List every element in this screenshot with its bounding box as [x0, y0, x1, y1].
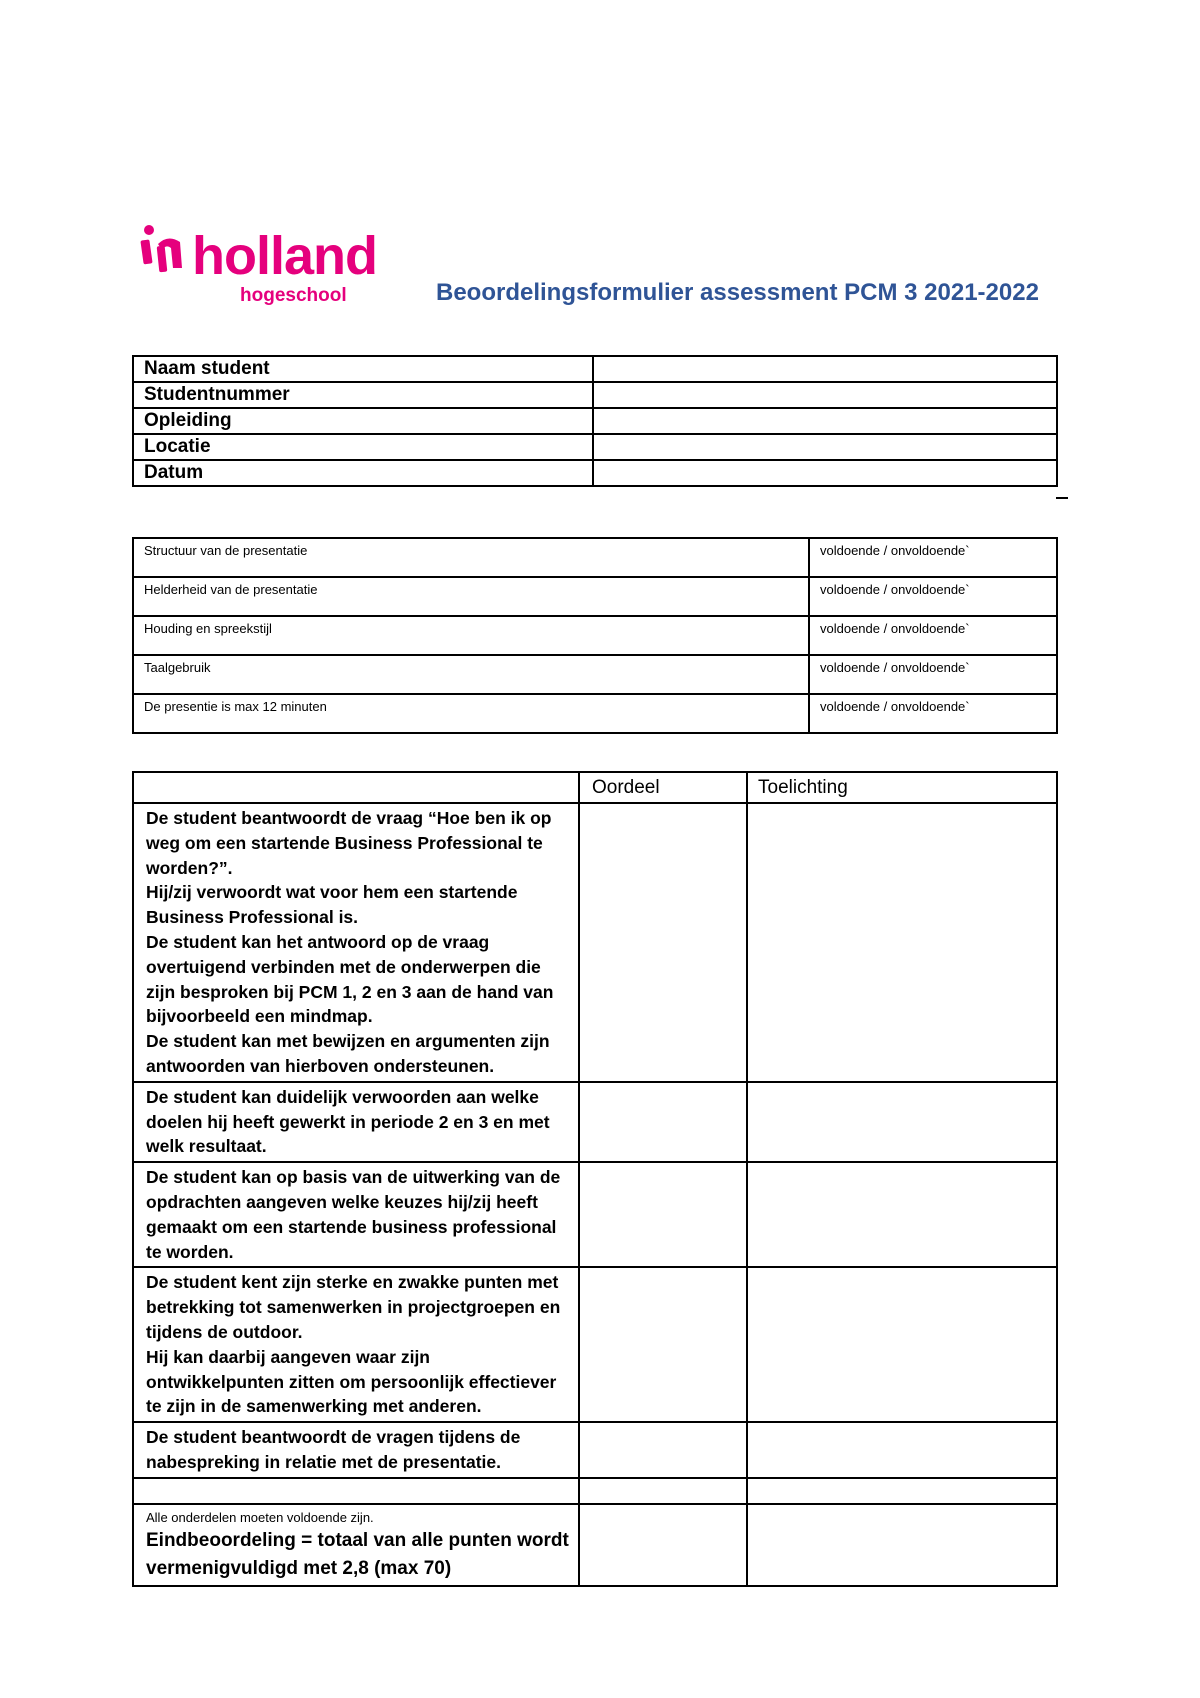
presentation-criteria-table: [132, 537, 1058, 734]
assessment-blank-row: [133, 1478, 1057, 1504]
final-oordeel-cell[interactable]: [579, 1504, 747, 1586]
student-info-row: [133, 408, 1057, 434]
assessment-criterion: [133, 1162, 579, 1267]
criterion-label: De presentie is max 12 minuten: [133, 694, 809, 733]
header-oordeel: Oordeel: [579, 772, 747, 803]
final-note: Alle onderdelen moeten voldoende zijn.: [146, 1509, 374, 1525]
assessment-row: [133, 1162, 1057, 1267]
criterion-label: Structuur van de presentatie: [133, 538, 809, 577]
toelichting-cell[interactable]: [747, 1267, 1057, 1422]
assessment-row: [133, 1082, 1057, 1162]
criterion-rating[interactable]: voldoende / onvoldoende`: [809, 655, 1057, 694]
assessment-header-row: [133, 772, 1057, 803]
field-label-locatie: Locatie: [133, 434, 593, 460]
field-label-datum: Datum: [133, 460, 593, 486]
blank-cell: [133, 1478, 579, 1504]
inholland-logo: [140, 222, 440, 312]
oordeel-cell[interactable]: [579, 1082, 747, 1162]
criterion-text: De student beantwoordt de vraag “Hoe ben ik op weg om een startende Business Professional te worden?”.: [146, 808, 552, 878]
criterion-label: Houding en spreekstijl: [133, 616, 809, 655]
document-title: Beoordelingsformulier assessment PCM 3 2021-2022: [436, 279, 1039, 306]
final-assessment-row: [133, 1504, 1057, 1586]
criterion-label: Taalgebruik: [133, 655, 809, 694]
student-info-row: [133, 382, 1057, 408]
assessment-criterion: [133, 1267, 579, 1422]
criterion-rating[interactable]: voldoende / onvoldoende`: [809, 538, 1057, 577]
field-label-naam-student: Naam student: [133, 356, 593, 382]
header-toelichting: Toelichting: [747, 772, 1057, 803]
criterion-text: De student kan duidelijk verwoorden aan welke doelen hij heeft gewerkt in periode 2 en 3 en met welk resultaat.: [146, 1086, 550, 1157]
criterion-text: De student kan het antwoord op de vraag overtuigend verbinden met de onderwerpen die zijn besproken bij PCM 1, 2 en 3 aan de hand van bijvoorbeeld een mindmap.: [146, 931, 554, 1027]
assessment-row: [133, 1267, 1057, 1422]
criterion-text: De student beantwoordt de vragen tijdens de nabespreking in relatie met de presentatie.: [146, 1427, 521, 1472]
toelichting-cell[interactable]: [747, 1422, 1057, 1478]
oordeel-cell[interactable]: [579, 1422, 747, 1478]
table-border-extension: [1056, 497, 1068, 499]
criterion-text: Hij kan daarbij aangeven waar zijn ontwikkelpunten zitten om persoonlijk effectiever te zijn in de samenwerking met anderen.: [146, 1346, 557, 1417]
criterion-row: [133, 538, 1057, 577]
student-info-table: [132, 355, 1058, 487]
criterion-rating[interactable]: voldoende / onvoldoende`: [809, 616, 1057, 655]
field-value-studentnummer[interactable]: [593, 382, 1057, 408]
assessment-criterion: [133, 803, 579, 1082]
criterion-text: De student kan op basis van de uitwerking van de opdrachten aangeven welke keuzes hij/zij heeft gemaakt om een startende business professional te worden.: [146, 1167, 561, 1262]
assessment-row: [133, 803, 1057, 1082]
criterion-row: [133, 694, 1057, 733]
blank-cell: [579, 1478, 747, 1504]
student-info-row: [133, 460, 1057, 486]
toelichting-cell[interactable]: [747, 803, 1057, 1082]
criterion-rating[interactable]: voldoende / onvoldoende`: [809, 694, 1057, 733]
assessment-table: [132, 771, 1058, 1587]
assessment-criterion: [133, 1422, 579, 1478]
toelichting-cell[interactable]: [747, 1082, 1057, 1162]
field-label-opleiding: Opleiding: [133, 408, 593, 434]
criterion-label: Helderheid van de presentatie: [133, 577, 809, 616]
oordeel-cell[interactable]: [579, 1267, 747, 1422]
final-assessment-label: [133, 1504, 579, 1586]
criterion-row: [133, 577, 1057, 616]
header-criteria: [133, 772, 579, 803]
assessment-criterion: [133, 1082, 579, 1162]
criterion-text: De student kent zijn sterke en zwakke punten met betrekking tot samenwerken in projectgroepen en tijdens de outdoor.: [146, 1272, 561, 1342]
criterion-row: [133, 616, 1057, 655]
oordeel-cell[interactable]: [579, 803, 747, 1082]
assessment-row: [133, 1422, 1057, 1478]
student-info-row: [133, 434, 1057, 460]
field-value-locatie[interactable]: [593, 434, 1057, 460]
toelichting-cell[interactable]: [747, 1162, 1057, 1267]
final-toelichting-cell[interactable]: [747, 1504, 1057, 1586]
student-info-row: [133, 356, 1057, 382]
field-label-studentnummer: Studentnummer: [133, 382, 593, 408]
criterion-text: De student kan met bewijzen en argumenten zijn antwoorden van hierboven ondersteunen.: [146, 1031, 550, 1076]
field-value-naam-student[interactable]: [593, 356, 1057, 382]
oordeel-cell[interactable]: [579, 1162, 747, 1267]
criterion-row: [133, 655, 1057, 694]
criterion-text: Hij/zij verwoordt wat voor hem een startende Business Professional is.: [146, 882, 518, 928]
field-value-opleiding[interactable]: [593, 408, 1057, 434]
svg-text:holland: holland: [192, 226, 377, 286]
final-assessment-text: Eindbeoordeling = totaal van alle punten wordt vermenigvuldigd met 2,8 (max 70): [146, 1529, 569, 1579]
criterion-rating[interactable]: voldoende / onvoldoende`: [809, 577, 1057, 616]
blank-cell: [747, 1478, 1057, 1504]
logo-subline: hogeschool: [240, 285, 347, 306]
field-value-datum[interactable]: [593, 460, 1057, 486]
